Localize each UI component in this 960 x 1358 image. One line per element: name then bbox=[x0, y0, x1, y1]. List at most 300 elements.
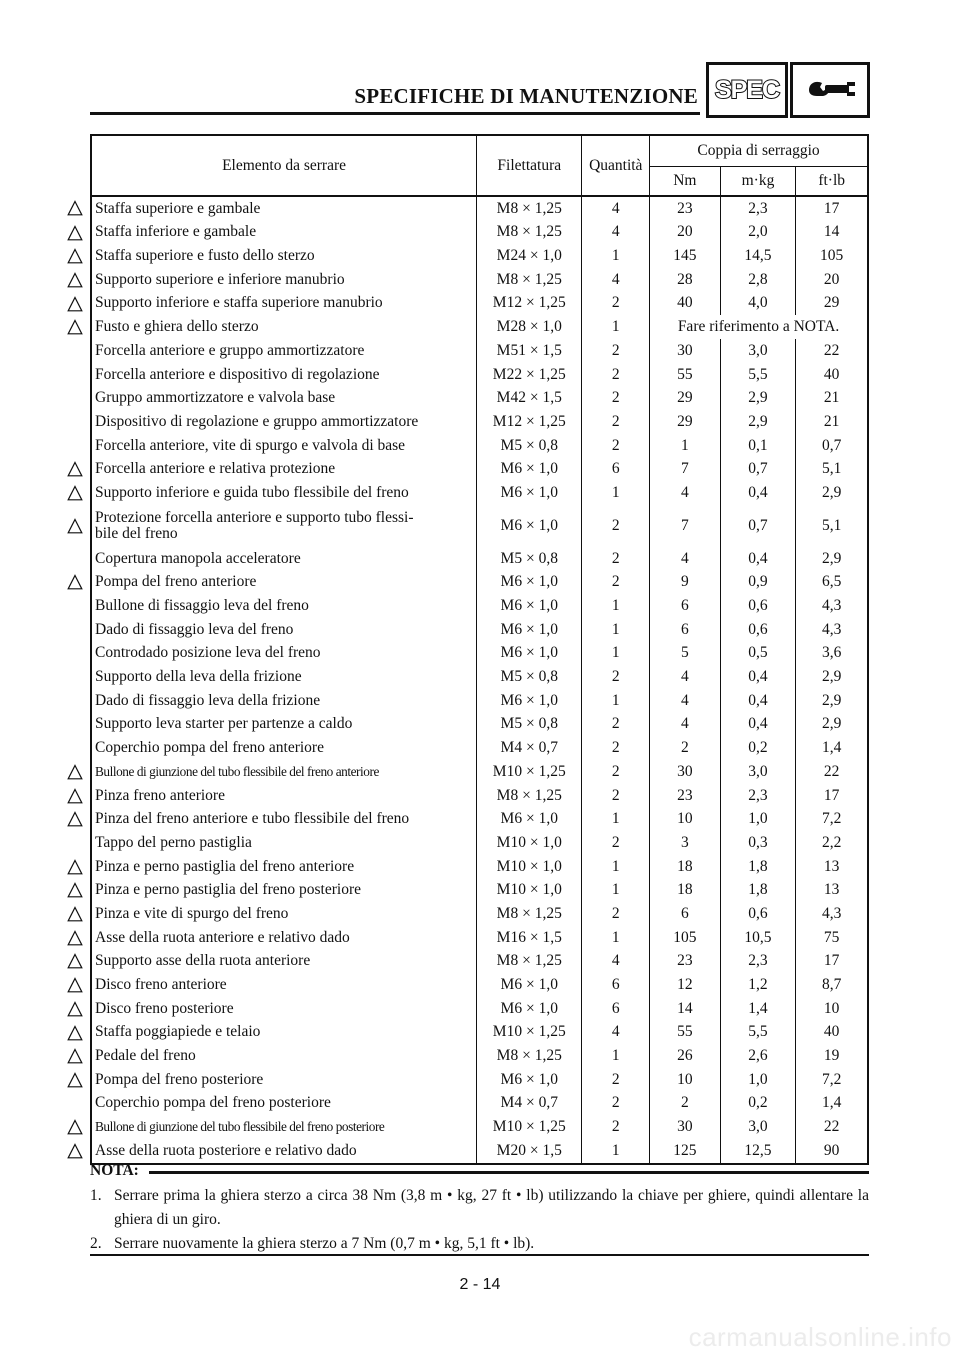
cell-mkg: 0,7 bbox=[720, 505, 796, 547]
table-row bbox=[91, 642, 868, 666]
cell-element: Forcella anteriore e gruppo ammortizzatore bbox=[91, 339, 477, 363]
triangle-marker-icon bbox=[67, 859, 83, 875]
cell-qty: 2 bbox=[582, 434, 650, 458]
table-row bbox=[91, 196, 868, 221]
triangle-marker-icon bbox=[67, 882, 83, 898]
cell-nm: 28 bbox=[650, 268, 721, 292]
cell-element: Pinza e perno pastiglia del freno posteriore bbox=[91, 879, 477, 903]
cell-thread: M6 × 1,0 bbox=[477, 571, 582, 595]
cell-ftlb: 14 bbox=[796, 221, 868, 245]
cell-nm: 40 bbox=[650, 292, 721, 316]
cell-nm: 145 bbox=[650, 244, 721, 268]
table-row bbox=[91, 315, 868, 339]
cell-ftlb: 40 bbox=[796, 363, 868, 387]
cell-mkg: 3,0 bbox=[720, 339, 796, 363]
cell-element: Dado di fissaggio leva della frizione bbox=[91, 689, 477, 713]
cell-nm: 10 bbox=[650, 808, 721, 832]
cell-mkg: 0,4 bbox=[720, 689, 796, 713]
cell-ftlb: 21 bbox=[796, 387, 868, 411]
table-row bbox=[91, 973, 868, 997]
cell-ftlb: 6,5 bbox=[796, 571, 868, 595]
cell-qty: 1 bbox=[582, 315, 650, 339]
cell-thread: M6 × 1,0 bbox=[477, 973, 582, 997]
cell-qty: 1 bbox=[582, 618, 650, 642]
table-row bbox=[91, 1068, 868, 1092]
cell-element: Supporto inferiore e staffa superiore manubrio bbox=[91, 292, 477, 316]
table-row bbox=[91, 1115, 868, 1139]
cell-ftlb: 10 bbox=[796, 997, 868, 1021]
triangle-marker-icon bbox=[67, 1001, 83, 1017]
page-number: 2 - 14 bbox=[459, 1276, 501, 1293]
cell-qty: 2 bbox=[582, 1068, 650, 1092]
table-row bbox=[91, 1044, 868, 1068]
cell-thread: M12 × 1,25 bbox=[477, 410, 582, 434]
cell-ftlb: 105 bbox=[796, 244, 868, 268]
table-row bbox=[91, 505, 868, 547]
cell-thread: M5 × 0,8 bbox=[477, 713, 582, 737]
cell-ftlb: 19 bbox=[796, 1044, 868, 1068]
cell-nm: 1 bbox=[650, 434, 721, 458]
triangle-marker-icon bbox=[67, 485, 83, 501]
cell-nm: 26 bbox=[650, 1044, 721, 1068]
cell-qty: 2 bbox=[582, 665, 650, 689]
triangle-marker-icon bbox=[67, 930, 83, 946]
cell-mkg: 5,5 bbox=[720, 363, 796, 387]
cell-element: Asse della ruota posteriore e relativo dado bbox=[91, 1139, 477, 1164]
cell-nm: 30 bbox=[650, 339, 721, 363]
cell-mkg: 2,3 bbox=[720, 196, 796, 221]
cell-qty: 1 bbox=[582, 1044, 650, 1068]
cell-qty: 1 bbox=[582, 855, 650, 879]
cell-nm: 5 bbox=[650, 642, 721, 666]
table-row bbox=[91, 926, 868, 950]
cell-ftlb: 22 bbox=[796, 1115, 868, 1139]
cell-thread: M5 × 0,8 bbox=[477, 434, 582, 458]
cell-qty: 2 bbox=[582, 410, 650, 434]
table-row bbox=[91, 879, 868, 903]
table-row bbox=[91, 547, 868, 571]
cell-ftlb: 22 bbox=[796, 760, 868, 784]
table-row bbox=[91, 1139, 868, 1164]
cell-nm: 7 bbox=[650, 458, 721, 482]
wrench-badge bbox=[790, 62, 870, 118]
cell-ftlb: 21 bbox=[796, 410, 868, 434]
cell-thread: M51 × 1,5 bbox=[477, 339, 582, 363]
cell-mkg: 14,5 bbox=[720, 244, 796, 268]
table-row bbox=[91, 481, 868, 505]
cell-nm: 30 bbox=[650, 1115, 721, 1139]
table-row bbox=[91, 268, 868, 292]
cell-element: Dispositivo di regolazione e gruppo ammortizzatore bbox=[91, 410, 477, 434]
table-row bbox=[91, 902, 868, 926]
cell-qty: 6 bbox=[582, 973, 650, 997]
triangle-marker-icon bbox=[67, 296, 83, 312]
cell-ftlb: 0,7 bbox=[796, 434, 868, 458]
cell-thread: M5 × 0,8 bbox=[477, 665, 582, 689]
cell-element: Staffa inferiore e gambale bbox=[91, 221, 477, 245]
cell-element: Disco freno posteriore bbox=[91, 997, 477, 1021]
cell-mkg: 10,5 bbox=[720, 926, 796, 950]
cell-element: Disco freno anteriore bbox=[91, 973, 477, 997]
cell-qty: 1 bbox=[582, 879, 650, 903]
header-rule bbox=[90, 112, 700, 115]
table-row bbox=[91, 1021, 868, 1045]
cell-nm: 6 bbox=[650, 902, 721, 926]
cell-qty: 2 bbox=[582, 363, 650, 387]
cell-qty: 2 bbox=[582, 736, 650, 760]
cell-mkg: 0,3 bbox=[720, 831, 796, 855]
table-row bbox=[91, 808, 868, 832]
cell-nm: 30 bbox=[650, 760, 721, 784]
cell-mkg: 2,0 bbox=[720, 221, 796, 245]
cell-mkg: 0,4 bbox=[720, 547, 796, 571]
cell-thread: M10 × 1,25 bbox=[477, 1021, 582, 1045]
cell-qty: 2 bbox=[582, 505, 650, 547]
cell-ftlb: 17 bbox=[796, 784, 868, 808]
triangle-marker-icon bbox=[67, 248, 83, 264]
col-header-mkg: m·kg bbox=[720, 167, 796, 197]
cell-nm: 18 bbox=[650, 855, 721, 879]
note-item: 1. Serrare prima la ghiera sterzo a circa 38 Nm (3,8 m • kg, 27 ft • lb) utilizzando la chiave per ghiere, quindi allentare la ghiera di un giro. bbox=[90, 1187, 869, 1228]
cell-thread: M10 × 1,0 bbox=[477, 879, 582, 903]
table-row bbox=[91, 434, 868, 458]
cell-qty: 1 bbox=[582, 1139, 650, 1164]
col-header-element: Elemento da serrare bbox=[91, 135, 477, 196]
cell-qty: 2 bbox=[582, 1092, 650, 1116]
cell-ftlb: 1,4 bbox=[796, 1092, 868, 1116]
cell-mkg: 1,8 bbox=[720, 879, 796, 903]
cell-nm: 14 bbox=[650, 997, 721, 1021]
cell-element: Pinza e perno pastiglia del freno anteriore bbox=[91, 855, 477, 879]
cell-thread: M10 × 1,25 bbox=[477, 760, 582, 784]
triangle-marker-icon bbox=[67, 977, 83, 993]
cell-element: Bullone di fissaggio leva del freno bbox=[91, 594, 477, 618]
cell-thread: M6 × 1,0 bbox=[477, 481, 582, 505]
cell-ftlb: 4,3 bbox=[796, 594, 868, 618]
table-row bbox=[91, 571, 868, 595]
cell-ftlb: 22 bbox=[796, 339, 868, 363]
cell-ftlb: 2,9 bbox=[796, 689, 868, 713]
note-title: NOTA: bbox=[90, 1162, 139, 1179]
cell-thread: M8 × 1,25 bbox=[477, 221, 582, 245]
cell-mkg: 1,4 bbox=[720, 997, 796, 1021]
cell-ftlb: 8,7 bbox=[796, 973, 868, 997]
cell-mkg: 3,0 bbox=[720, 760, 796, 784]
cell-qty: 4 bbox=[582, 1021, 650, 1045]
table-row bbox=[91, 339, 868, 363]
note-bottom-rule bbox=[90, 1254, 869, 1256]
cell-ftlb: 2,9 bbox=[796, 547, 868, 571]
cell-qty: 2 bbox=[582, 902, 650, 926]
note-item: 2. Serrare nuovamente la ghiera sterzo a 7 Nm (0,7 m • kg, 5,1 ft • lb). bbox=[90, 1235, 535, 1252]
triangle-marker-icon bbox=[67, 1025, 83, 1041]
cell-mkg: 2,9 bbox=[720, 387, 796, 411]
triangle-marker-icon bbox=[67, 200, 83, 216]
cell-ftlb: 2,2 bbox=[796, 831, 868, 855]
cell-thread: M5 × 0,8 bbox=[477, 547, 582, 571]
cell-mkg: 0,4 bbox=[720, 481, 796, 505]
cell-mkg: 1,2 bbox=[720, 973, 796, 997]
cell-qty: 2 bbox=[582, 1115, 650, 1139]
cell-nm: 4 bbox=[650, 481, 721, 505]
table-row bbox=[91, 363, 868, 387]
cell-element: Tappo del perno pastiglia bbox=[91, 831, 477, 855]
cell-mkg: 12,5 bbox=[720, 1139, 796, 1164]
cell-qty: 4 bbox=[582, 221, 650, 245]
cell-element: Pompa del freno anteriore bbox=[91, 571, 477, 595]
cell-mkg: 0,9 bbox=[720, 571, 796, 595]
cell-element: Coperchio pompa del freno posteriore bbox=[91, 1092, 477, 1116]
cell-nm: 2 bbox=[650, 736, 721, 760]
cell-nm: 29 bbox=[650, 410, 721, 434]
cell-qty: 1 bbox=[582, 808, 650, 832]
table-row bbox=[91, 713, 868, 737]
triangle-marker-icon bbox=[67, 1048, 83, 1064]
cell-thread: M6 × 1,0 bbox=[477, 997, 582, 1021]
table-row bbox=[91, 784, 868, 808]
cell-qty: 2 bbox=[582, 713, 650, 737]
cell-thread: M6 × 1,0 bbox=[477, 689, 582, 713]
cell-element: Forcella anteriore, vite di spurgo e valvola di base bbox=[91, 434, 477, 458]
cell-element: Forcella anteriore e relativa protezione bbox=[91, 458, 477, 482]
cell-ftlb: 5,1 bbox=[796, 505, 868, 547]
cell-ftlb: 2,9 bbox=[796, 713, 868, 737]
cell-nm: 23 bbox=[650, 196, 721, 221]
cell-ftlb: 4,3 bbox=[796, 902, 868, 926]
cell-element: Pinza e vite di spurgo del freno bbox=[91, 902, 477, 926]
cell-ftlb: 29 bbox=[796, 292, 868, 316]
cell-element-line: bile del freno bbox=[95, 524, 178, 542]
page-header bbox=[90, 62, 870, 122]
table-row bbox=[91, 458, 868, 482]
cell-ftlb: 17 bbox=[796, 950, 868, 974]
triangle-marker-icon bbox=[67, 225, 83, 241]
cell-thread: M6 × 1,0 bbox=[477, 1068, 582, 1092]
triangle-marker-icon bbox=[67, 1072, 83, 1088]
col-header-qty: Quantità bbox=[582, 135, 650, 196]
cell-mkg: 0,1 bbox=[720, 434, 796, 458]
cell-nm: 105 bbox=[650, 926, 721, 950]
cell-element: Fusto e ghiera dello sterzo bbox=[91, 315, 477, 339]
cell-qty: 6 bbox=[582, 458, 650, 482]
cell-ftlb: 5,1 bbox=[796, 458, 868, 482]
cell-element: Supporto asse della ruota anteriore bbox=[91, 950, 477, 974]
cell-ftlb: 4,3 bbox=[796, 618, 868, 642]
cell-ftlb: 75 bbox=[796, 926, 868, 950]
table-row bbox=[91, 221, 868, 245]
triangle-marker-icon bbox=[67, 461, 83, 477]
cell-mkg: 2,3 bbox=[720, 784, 796, 808]
table-row bbox=[91, 689, 868, 713]
note-list bbox=[90, 1184, 869, 1256]
cell-nm: 7 bbox=[650, 505, 721, 547]
triangle-marker-icon bbox=[67, 574, 83, 590]
cell-nm: 4 bbox=[650, 713, 721, 737]
cell-ftlb: 13 bbox=[796, 855, 868, 879]
cell-mkg: 0,5 bbox=[720, 642, 796, 666]
cell-nm: 55 bbox=[650, 1021, 721, 1045]
cell-thread: M12 × 1,25 bbox=[477, 292, 582, 316]
table-row bbox=[91, 387, 868, 411]
cell-qty: 4 bbox=[582, 268, 650, 292]
cell-ftlb: 7,2 bbox=[796, 808, 868, 832]
watermark: carmanualsonline.info bbox=[688, 1322, 952, 1352]
table-row bbox=[91, 244, 868, 268]
cell-mkg: 1,0 bbox=[720, 1068, 796, 1092]
col-header-nm: Nm bbox=[650, 167, 721, 197]
cell-element: Controdado posizione leva del freno bbox=[91, 642, 477, 666]
cell-nm: 2 bbox=[650, 1092, 721, 1116]
cell-ftlb: 1,4 bbox=[796, 736, 868, 760]
cell-qty: 2 bbox=[582, 571, 650, 595]
cell-mkg: 1,8 bbox=[720, 855, 796, 879]
cell-note-reference: Fare riferimento a NOTA. bbox=[650, 315, 868, 339]
cell-qty: 4 bbox=[582, 950, 650, 974]
cell-element: Dado di fissaggio leva del freno bbox=[91, 618, 477, 642]
cell-thread: M10 × 1,0 bbox=[477, 831, 582, 855]
cell-thread: M8 × 1,25 bbox=[477, 1044, 582, 1068]
cell-mkg: 4,0 bbox=[720, 292, 796, 316]
cell-thread: M16 × 1,5 bbox=[477, 926, 582, 950]
cell-thread: M20 × 1,5 bbox=[477, 1139, 582, 1164]
cell-nm: 4 bbox=[650, 547, 721, 571]
cell-thread: M28 × 1,0 bbox=[477, 315, 582, 339]
cell-mkg: 0,6 bbox=[720, 902, 796, 926]
cell-element: Pinza freno anteriore bbox=[91, 784, 477, 808]
cell-qty: 2 bbox=[582, 339, 650, 363]
triangle-marker-icon bbox=[67, 1143, 83, 1159]
cell-ftlb: 90 bbox=[796, 1139, 868, 1164]
cell-thread: M6 × 1,0 bbox=[477, 505, 582, 547]
cell-qty: 4 bbox=[582, 196, 650, 221]
cell-mkg: 2,6 bbox=[720, 1044, 796, 1068]
cell-nm: 55 bbox=[650, 363, 721, 387]
cell-thread: M22 × 1,25 bbox=[477, 363, 582, 387]
cell-element: Bullone di giunzione del tubo flessibile del freno posteriore bbox=[91, 1115, 477, 1139]
cell-thread: M42 × 1,5 bbox=[477, 387, 582, 411]
cell-ftlb: 2,9 bbox=[796, 481, 868, 505]
cell-nm: 10 bbox=[650, 1068, 721, 1092]
cell-thread: M10 × 1,25 bbox=[477, 1115, 582, 1139]
note-rule bbox=[149, 1171, 869, 1174]
cell-thread: M6 × 1,0 bbox=[477, 808, 582, 832]
cell-thread: M6 × 1,0 bbox=[477, 618, 582, 642]
cell-nm: 23 bbox=[650, 950, 721, 974]
cell-element: Pinza del freno anteriore e tubo flessibile del freno bbox=[91, 808, 477, 832]
cell-element: Staffa superiore e fusto dello sterzo bbox=[91, 244, 477, 268]
cell-nm: 6 bbox=[650, 618, 721, 642]
triangle-marker-icon bbox=[67, 906, 83, 922]
cell-ftlb: 3,6 bbox=[796, 642, 868, 666]
cell-element-line: Protezione forcella anteriore e supporto tubo flessi- bbox=[95, 508, 414, 526]
cell-mkg: 0,4 bbox=[720, 713, 796, 737]
cell-thread: M10 × 1,0 bbox=[477, 855, 582, 879]
cell-mkg: 0,4 bbox=[720, 665, 796, 689]
cell-thread: M24 × 1,0 bbox=[477, 244, 582, 268]
torque-spec-table bbox=[90, 134, 869, 1165]
cell-thread: M8 × 1,25 bbox=[477, 784, 582, 808]
cell-mkg: 2,3 bbox=[720, 950, 796, 974]
cell-ftlb: 40 bbox=[796, 1021, 868, 1045]
table-row bbox=[91, 1092, 868, 1116]
table-row bbox=[91, 292, 868, 316]
cell-element: Gruppo ammortizzatore e valvola base bbox=[91, 387, 477, 411]
cell-nm: 12 bbox=[650, 973, 721, 997]
table-row bbox=[91, 950, 868, 974]
cell-mkg: 0,6 bbox=[720, 594, 796, 618]
cell-mkg: 1,0 bbox=[720, 808, 796, 832]
cell-element: Forcella anteriore e dispositivo di regolazione bbox=[91, 363, 477, 387]
cell-qty: 2 bbox=[582, 831, 650, 855]
cell-element: Supporto superiore e inferiore manubrio bbox=[91, 268, 477, 292]
cell-element: Coperchio pompa del freno anteriore bbox=[91, 736, 477, 760]
cell-qty: 1 bbox=[582, 594, 650, 618]
cell-nm: 20 bbox=[650, 221, 721, 245]
cell-nm: 23 bbox=[650, 784, 721, 808]
cell-ftlb: 13 bbox=[796, 879, 868, 903]
cell-element: Supporto della leva della frizione bbox=[91, 665, 477, 689]
cell-qty: 2 bbox=[582, 760, 650, 784]
cell-ftlb: 20 bbox=[796, 268, 868, 292]
cell-element: Staffa poggiapiede e telaio bbox=[91, 1021, 477, 1045]
cell-nm: 125 bbox=[650, 1139, 721, 1164]
table-row bbox=[91, 594, 868, 618]
cell-element: Pedale del freno bbox=[91, 1044, 477, 1068]
wrench-icon bbox=[803, 77, 857, 103]
cell-ftlb: 2,9 bbox=[796, 665, 868, 689]
col-header-thread: Filettatura bbox=[477, 135, 582, 196]
cell-nm: 4 bbox=[650, 665, 721, 689]
table-row bbox=[91, 997, 868, 1021]
cell-thread: M8 × 1,25 bbox=[477, 902, 582, 926]
spec-badge: SPEC bbox=[706, 62, 788, 118]
cell-mkg: 0,6 bbox=[720, 618, 796, 642]
triangle-marker-icon bbox=[67, 518, 83, 534]
cell-ftlb: 7,2 bbox=[796, 1068, 868, 1092]
cell-nm: 6 bbox=[650, 594, 721, 618]
triangle-marker-icon bbox=[67, 1119, 83, 1135]
cell-mkg: 0,2 bbox=[720, 1092, 796, 1116]
table-row bbox=[91, 410, 868, 434]
cell-mkg: 0,7 bbox=[720, 458, 796, 482]
cell-thread: M6 × 1,0 bbox=[477, 642, 582, 666]
cell-mkg: 0,2 bbox=[720, 736, 796, 760]
cell-element: Supporto inferiore e guida tubo flessibile del freno bbox=[91, 481, 477, 505]
cell-qty: 1 bbox=[582, 926, 650, 950]
cell-nm: 9 bbox=[650, 571, 721, 595]
table-row bbox=[91, 665, 868, 689]
cell-qty: 6 bbox=[582, 997, 650, 1021]
triangle-marker-icon bbox=[67, 272, 83, 288]
table-row bbox=[91, 855, 868, 879]
note-section bbox=[90, 1162, 869, 1256]
cell-nm: 18 bbox=[650, 879, 721, 903]
table-row bbox=[91, 618, 868, 642]
table-row bbox=[91, 736, 868, 760]
cell-element: Asse della ruota anteriore e relativo dado bbox=[91, 926, 477, 950]
triangle-marker-icon bbox=[67, 811, 83, 827]
table-row bbox=[91, 760, 868, 784]
cell-element: Supporto leva starter per partenze a caldo bbox=[91, 713, 477, 737]
table-row bbox=[91, 831, 868, 855]
cell-element bbox=[91, 505, 477, 547]
cell-thread: M8 × 1,25 bbox=[477, 950, 582, 974]
cell-qty: 1 bbox=[582, 642, 650, 666]
cell-mkg: 2,9 bbox=[720, 410, 796, 434]
cell-element: Bullone di giunzione del tubo flessibile del freno anteriore bbox=[91, 760, 477, 784]
cell-element: Staffa superiore e gambale bbox=[91, 196, 477, 221]
cell-qty: 1 bbox=[582, 481, 650, 505]
